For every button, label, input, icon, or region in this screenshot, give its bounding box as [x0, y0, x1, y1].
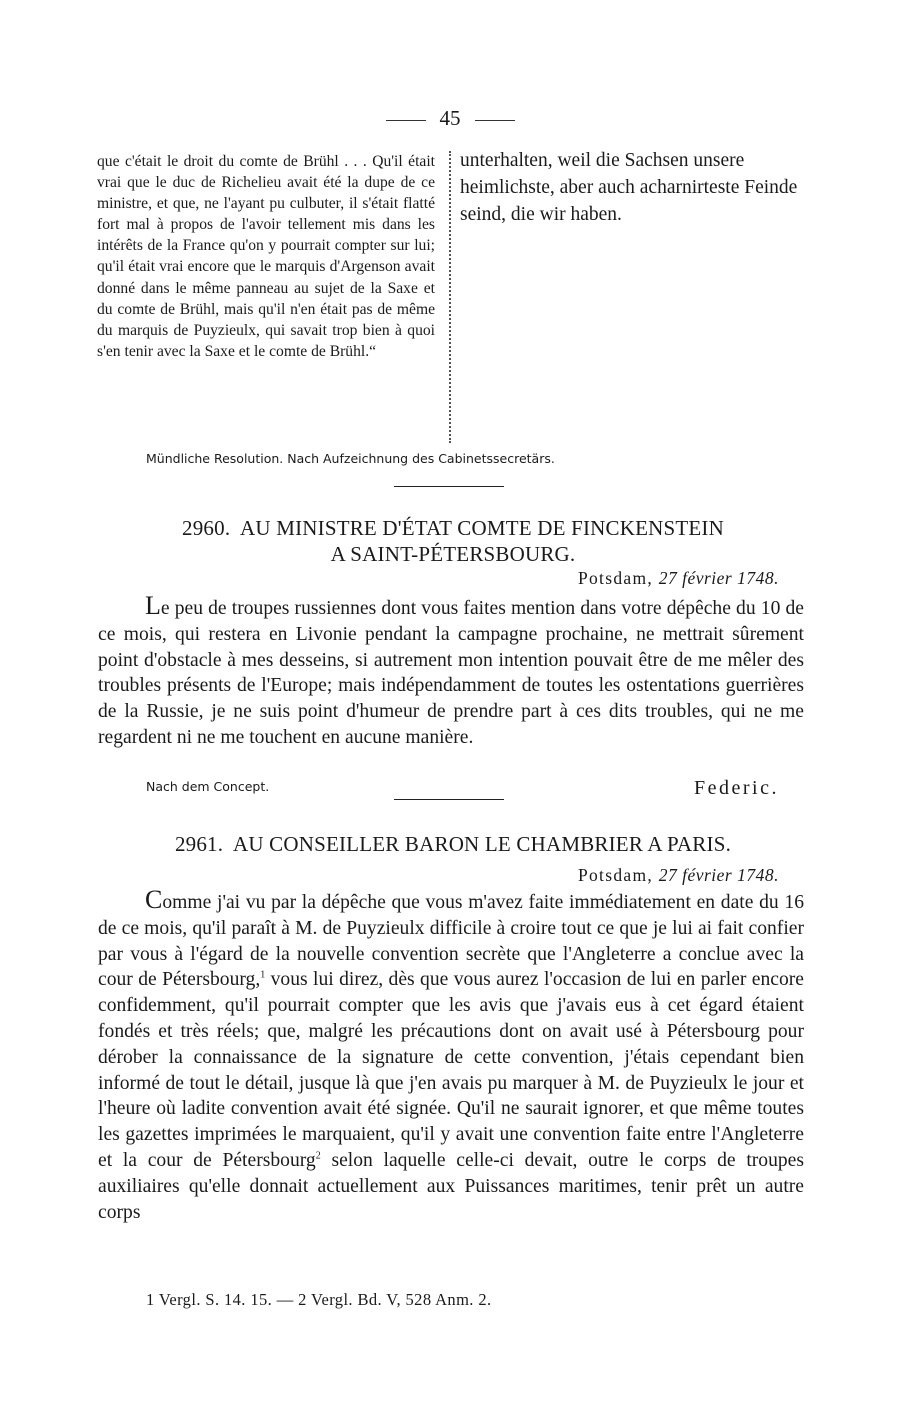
- letter-2960-heading-line1: [98, 515, 808, 541]
- section-rule: [394, 799, 504, 800]
- letter-2960-heading-line2: A SAINT-PÉTERSBOURG.: [330, 542, 576, 566]
- letter-2960-dateline: [578, 568, 779, 589]
- letter-2961-dateline: [578, 865, 779, 886]
- letter-2961-text-part3: selon laquelle celle-ci devait, outre le corps de troupes auxiliaires qu'elle donnait actuellement aux Puissances maritimes, tenir prêt un autre corps: [98, 1149, 804, 1223]
- signature: Federic.: [694, 777, 779, 799]
- letter-2960-body-text: e peu de troupes russiennes dont vous faites mention dans votre dépêche du 10 de ce mois, qui restera en Livonie pendant la campagne prochaine, ne mettrait sûrement point d'obstacle à mes desseins, si autrement mon intention pouvait être de me mêler des troubles présents de l'Europe; mais indépendamment de toutes les ostentations guerrières de la Russie, je ne suis point d'humeur de prendre part à ces dits troubles, qui ne me regardent ni ne me touchent en aucune manière.: [98, 598, 804, 748]
- resolution-note: Mündliche Resolution. Nach Aufzeichnung des Cabinetssecretärs.: [146, 451, 555, 466]
- page-number: [0, 106, 900, 131]
- letter-2960-heading: [98, 515, 808, 567]
- right-column: [460, 147, 805, 228]
- letter-title: AU CONSEILLER BARON LE CHAMBRIER A PARIS.: [232, 832, 732, 856]
- dateline-date: 27 février 1748.: [658, 865, 779, 885]
- footnote-ref: 1: [260, 969, 266, 981]
- right-column-text: unterhalten, weil die Sachsen unsere heimlichste, aber auch acharnirteste Feinde seind, die wir haben.: [460, 150, 798, 225]
- left-column: [97, 151, 435, 362]
- letter-number: 2961.: [174, 832, 224, 856]
- drop-cap: L: [145, 591, 161, 620]
- letter-title: AU MINISTRE D'ÉTAT COMTE DE FINCKENSTEIN: [240, 516, 724, 540]
- section-rule: [394, 486, 504, 487]
- left-column-text: que c'était le droit du comte de Brühl . . . Qu'il était vrai que le duc de Richelieu avait été la dupe de ce ministre, et que, ne l'ayant pu culbuter, il s'était flatté fort mal à propos de l'avoir tellement mis dans les intérêts de la France qu'on y pourrait compter sur lui; qu'il était vrai encore que le marquis d'Argenson avait donné dans le même panneau au sujet de la Saxe et du comte de Brühl, mais qu'il n'en était pas de même du marquis de Puyzieulx, qui savait trop bien à quoi s'en tenir avec la Saxe et le comte de Brühl.“: [97, 153, 435, 360]
- dateline-place: Potsdam,: [577, 865, 654, 885]
- letter-2961-heading: [98, 831, 808, 857]
- footnotes: 1 Vergl. S. 14. 15. — 2 Vergl. Bd. V, 528 Anm. 2.: [146, 1290, 492, 1309]
- letter-2960-paragraph: [98, 593, 804, 751]
- source-note: Nach dem Concept.: [146, 779, 270, 794]
- letter-2961-text-part1: omme j'ai vu par la dépêche que vous m'avez faite immédiatement en date du 16 de ce mois, qu'il paraît à M. de Puyzieulx difficile à croire tout ce que je lui ai fait confier par vous à l'égard de la nouvelle convention secrète que l'Angleterre a conclue avec la cour de Pétersbourg,: [98, 892, 804, 991]
- page-number-dash-left: [386, 120, 426, 121]
- drop-cap: C: [145, 885, 163, 914]
- dateline-date: 27 février 1748.: [658, 568, 779, 588]
- column-divider: [449, 151, 451, 443]
- dateline-place: Potsdam,: [577, 568, 654, 588]
- footnote-ref: 2: [315, 1150, 321, 1162]
- letter-2961-paragraph: [98, 887, 804, 1225]
- page-number-dash-right: [475, 120, 515, 121]
- letter-2960-body: [98, 593, 804, 751]
- letter-number: 2960.: [182, 516, 231, 540]
- page-number-text: 45: [439, 106, 461, 130]
- letter-2961-text-part2: vous lui direz, dès que vous aurez l'occasion de lui en parler encore confidemment, qu'il pourrait compter que les avis que j'avais eus à cet égard étaient fondés et très réels; que, malgré les précautions dont on avait usé à Pétersbourg pour dérober la connaissance de la signature de cette convention, j'étais cependant bien informé de tout le détail, jusque là que j'en avais pu marquer à M. de Puyzieulx le jour et l'heure où ladite convention avait été signée. Qu'il ne saurait ignorer, et que même toutes les gazettes imprimées le marquaient, qu'il y avait une convention faite entre l'Angleterre et la cour de Pétersbourg: [98, 969, 804, 1171]
- letter-2961-body: [98, 887, 804, 1225]
